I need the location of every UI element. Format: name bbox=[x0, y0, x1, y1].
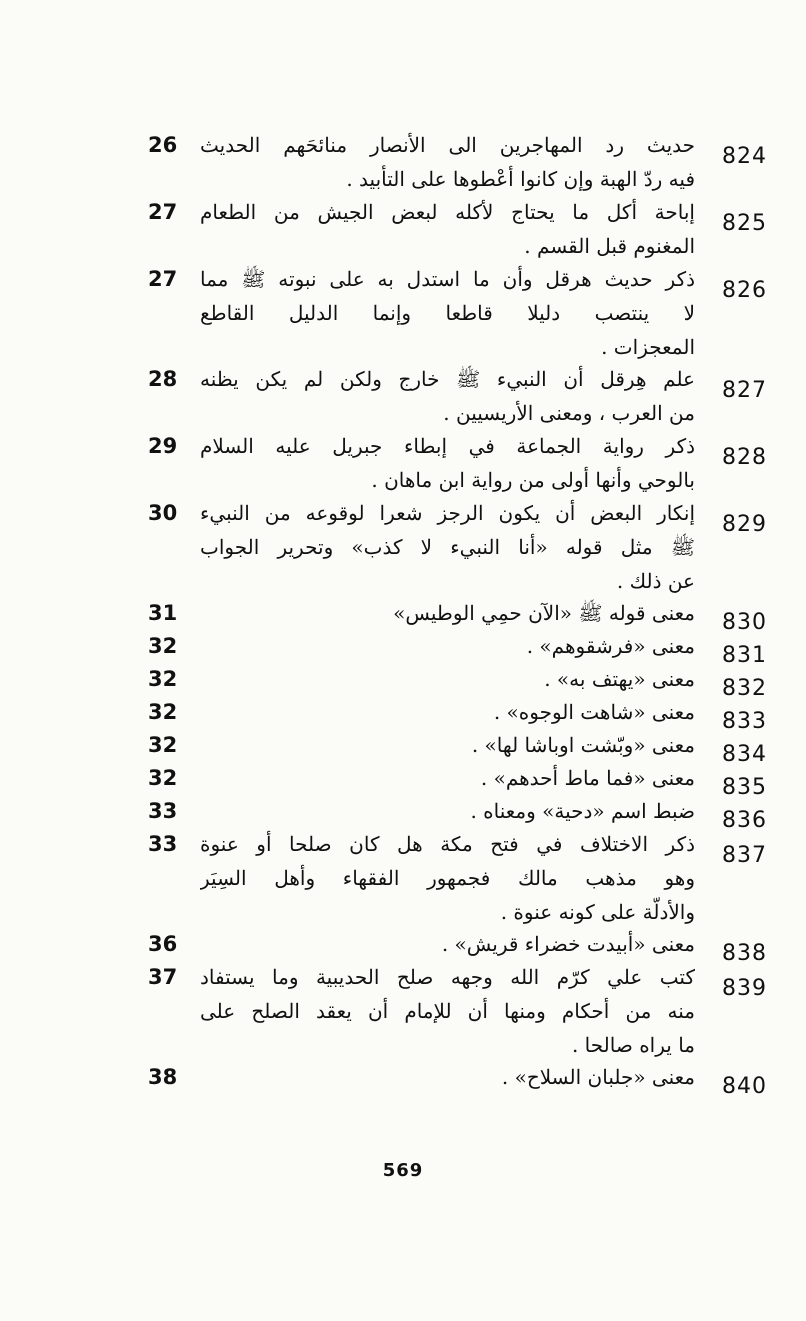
entry-title bbox=[200, 496, 695, 598]
entry-title-line: المعجزات . bbox=[601, 335, 695, 359]
entry-page-number: 36 bbox=[148, 932, 178, 956]
entry-number: 829 bbox=[722, 512, 767, 537]
entry-page-number: 32 bbox=[148, 733, 178, 757]
entry-number: 833 bbox=[722, 709, 767, 734]
entry-title-line: المغنوم قبل القسم . bbox=[524, 234, 695, 258]
entry-title-line: معنى «يهتف به» . bbox=[544, 667, 695, 691]
entry-page-number: 32 bbox=[148, 667, 178, 691]
entry-title-line: إباحة أكل ما يحتاج لأكله لبعض الجيش من الطعام bbox=[200, 200, 695, 224]
entry-page-number: 27 bbox=[148, 267, 178, 291]
entry-title-line: ذكر الاختلاف في فتح مكة هل كان صلحا أو عنوة bbox=[200, 832, 695, 856]
entry-title-line: كتب علي كرّم الله وجهه صلح الحديبية وما يستفاد bbox=[200, 965, 695, 989]
entry-title bbox=[200, 695, 695, 729]
entry-title-line: معنى «وبّشت اوباشا لها» . bbox=[471, 733, 695, 757]
entry-title-line: ذكر رواية الجماعة في إبطاء جبريل عليه السلام bbox=[200, 434, 695, 458]
entry-number: 838 bbox=[722, 941, 767, 966]
entry-title-line: ﷺ مثل قوله «أنا النبيء لا كذب» وتحرير الجواب bbox=[200, 535, 695, 559]
entry-number: 836 bbox=[722, 808, 767, 833]
entry-number: 825 bbox=[722, 211, 767, 236]
entry-title bbox=[200, 827, 695, 929]
entry-page-number: 30 bbox=[148, 501, 178, 525]
entry-title-line: ذكر حديث هرقل وأن ما استدل به على نبوته ﷺ مما bbox=[200, 267, 695, 291]
entry-title bbox=[200, 927, 695, 961]
entry-title bbox=[200, 960, 695, 1062]
entry-title-line: علم هِرقل أن النبيء ﷺ خارج ولكن لم يكن يظنه bbox=[200, 367, 695, 391]
entry-number: 832 bbox=[722, 676, 767, 701]
entry-title-line: معنى «فرشقوهم» . bbox=[526, 634, 695, 658]
entry-title bbox=[200, 128, 695, 196]
entry-title bbox=[200, 761, 695, 795]
entry-title bbox=[200, 362, 695, 430]
entry-number: 824 bbox=[722, 144, 767, 169]
entry-number: 835 bbox=[722, 775, 767, 800]
entry-title bbox=[200, 195, 695, 263]
entry-number: 828 bbox=[722, 445, 767, 470]
entry-page-number: 26 bbox=[148, 133, 178, 157]
entry-page-number: 33 bbox=[148, 799, 178, 823]
entry-title bbox=[200, 429, 695, 497]
entry-title-line: معنى قوله ﷺ «الآن حمِي الوطيس» bbox=[393, 601, 695, 625]
entry-page-number: 29 bbox=[148, 434, 178, 458]
entry-title-line: معنى «جلبان السلاح» . bbox=[501, 1065, 695, 1089]
entry-page-number: 37 bbox=[148, 965, 178, 989]
page-number: 569 bbox=[382, 1160, 424, 1181]
entry-title-line: والأدلّة على كونه عنوة . bbox=[500, 900, 695, 924]
entry-number: 834 bbox=[722, 742, 767, 767]
entry-page-number: 32 bbox=[148, 766, 178, 790]
entry-title-line: معنى «أبيدت خضراء قريش» . bbox=[441, 932, 695, 956]
entry-number: 831 bbox=[722, 643, 767, 668]
entry-title-line: إنكار البعض أن يكون الرجز شعرا لوقوعه من النبيء bbox=[200, 501, 695, 525]
entry-page-number: 38 bbox=[148, 1065, 178, 1089]
entry-title-line: معنى «فما ماط أحدهم» . bbox=[480, 766, 695, 790]
entry-title-line: عن ذلك . bbox=[616, 569, 695, 593]
entry-title bbox=[200, 596, 695, 630]
entry-page-number: 28 bbox=[148, 367, 178, 391]
entry-title-line: من العرب ، ومعنى الأريسيين . bbox=[443, 401, 695, 425]
entry-title bbox=[200, 662, 695, 696]
entry-title-line: لا ينتصب دليلا قاطعا وإنما الدليل القاطع bbox=[200, 301, 695, 325]
entry-title-line: معنى «شاهت الوجوه» . bbox=[493, 700, 695, 724]
entry-page-number: 27 bbox=[148, 200, 178, 224]
entry-page-number: 32 bbox=[148, 634, 178, 658]
entry-page-number: 31 bbox=[148, 601, 178, 625]
entry-title-line: ضبط اسم «دحية» ومعناه . bbox=[470, 799, 695, 823]
entry-title-line: فيه ردّ الهبة وإن كانوا أعْطوها على التأبيد . bbox=[346, 167, 695, 191]
entry-title bbox=[200, 629, 695, 663]
entry-title-line: ما يراه صالحا . bbox=[571, 1033, 695, 1057]
entry-number: 827 bbox=[722, 378, 767, 403]
entry-title-line: بالوحي وأنها أولى من رواية ابن ماهان . bbox=[371, 468, 695, 492]
entry-number: 830 bbox=[722, 610, 767, 635]
entry-page-number: 33 bbox=[148, 832, 178, 856]
entry-number: 837 bbox=[722, 843, 767, 868]
entry-title-line: منه من أحكام ومنها أن للإمام أن يعقد الصلح على bbox=[200, 999, 695, 1023]
entry-title bbox=[200, 794, 695, 828]
entry-page-number: 32 bbox=[148, 700, 178, 724]
entry-title bbox=[200, 262, 695, 364]
entry-number: 826 bbox=[722, 278, 767, 303]
entry-title bbox=[200, 1060, 695, 1094]
entry-number: 839 bbox=[722, 976, 767, 1001]
entry-title bbox=[200, 728, 695, 762]
entry-title-line: حديث رد المهاجرين الى الأنصار منائحَهم الحديث bbox=[200, 133, 695, 157]
entry-number: 840 bbox=[722, 1074, 767, 1099]
entry-title-line: وهو مذهب مالك فجمهور الفقهاء وأهل السِيَر bbox=[200, 866, 695, 890]
